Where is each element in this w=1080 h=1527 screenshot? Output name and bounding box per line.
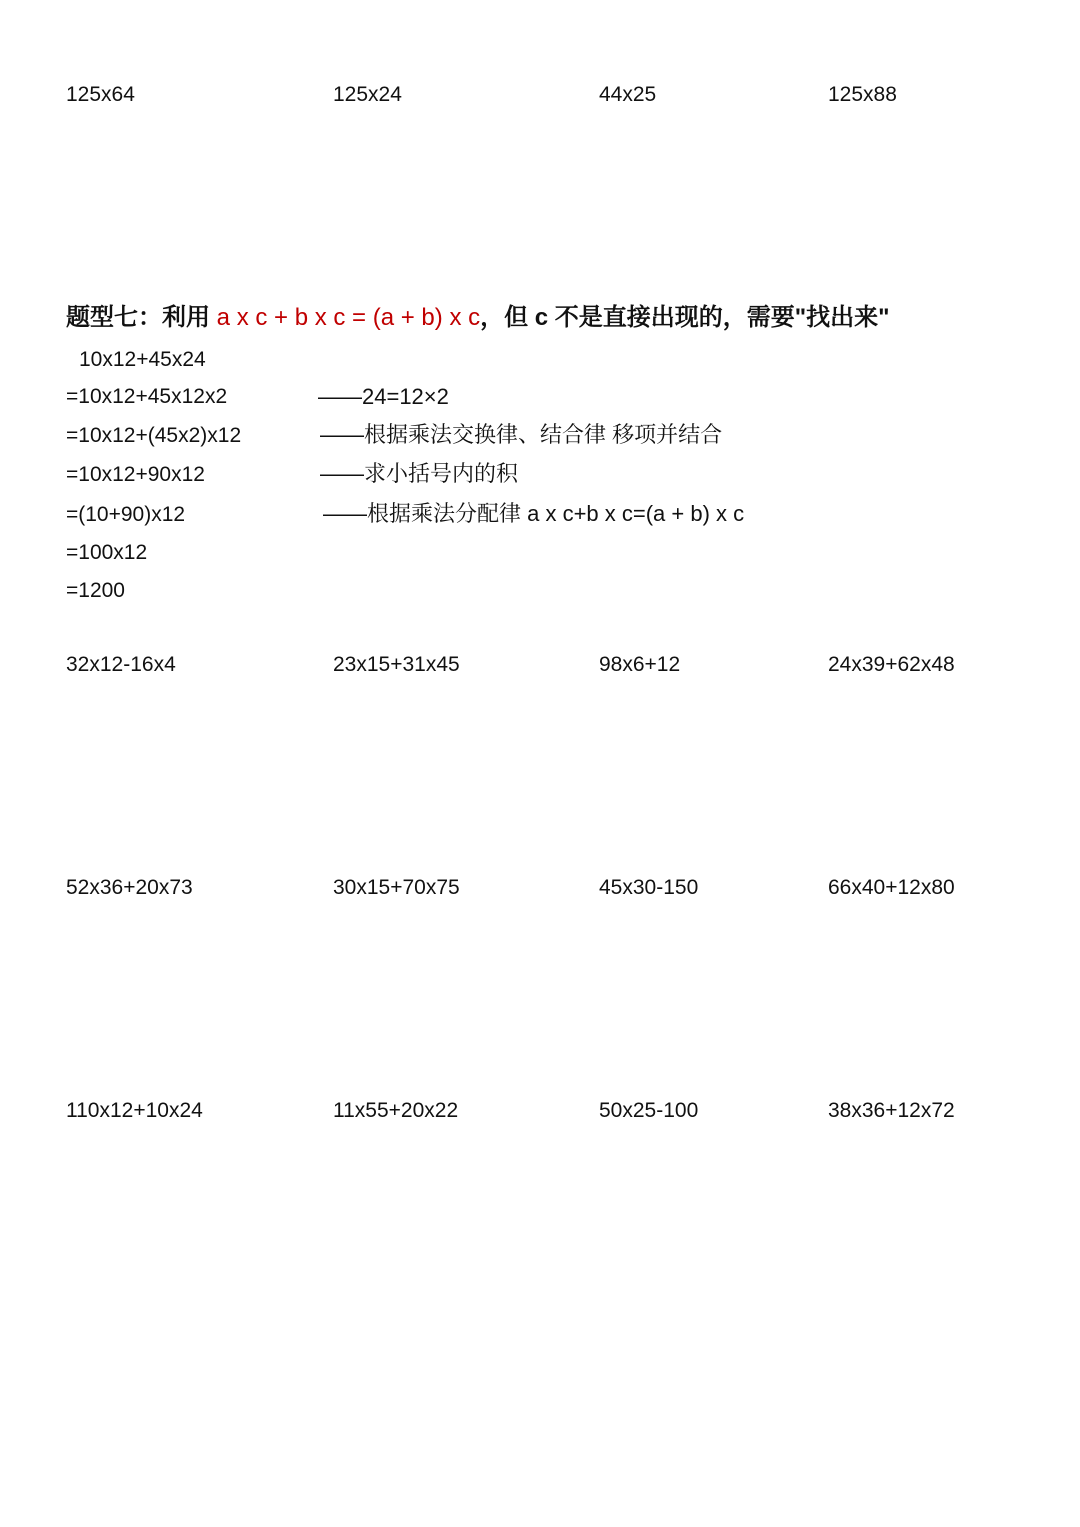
example-note-2: ——根据乘法交换律、结合律 移项并结合	[320, 422, 723, 447]
example-step-7: =1200	[66, 579, 125, 602]
exercise-r2-c1: 52x36+20x73	[66, 876, 193, 899]
example-note-3: ——求小括号内的积	[320, 461, 519, 486]
top-exercise-1: 125x64	[66, 83, 135, 106]
example-note-4: ——根据乘法分配律 a x c+b x c=(a + b) x c	[323, 501, 745, 526]
example-step-3: =10x12+(45x2)x12	[66, 424, 242, 447]
heading-prefix: 题型七：利用	[66, 304, 217, 331]
example-step-4: =10x12+90x12	[66, 463, 205, 486]
heading-suffix: ，但 c 不是直接出现的，需要"找出来"	[480, 304, 890, 331]
example-step-5: =(10+90)x12	[66, 503, 186, 526]
exercise-r3-c1: 110x12+10x24	[66, 1099, 203, 1122]
exercise-r1-c2: 23x15+31x45	[333, 653, 460, 676]
exercise-r3-c3: 50x25-100	[599, 1099, 699, 1122]
example-note-1: ——24=12×2	[318, 384, 449, 409]
top-exercise-4: 125x88	[828, 83, 897, 106]
example-step-2: =10x12+45x12x2	[66, 385, 228, 408]
exercise-r2-c3: 45x30-150	[599, 876, 699, 899]
top-exercise-2: 125x24	[333, 83, 402, 106]
exercise-r2-c4: 66x40+12x80	[828, 876, 955, 899]
exercise-r1-c1: 32x12-16x4	[66, 653, 176, 676]
example-step-1: 10x12+45x24	[79, 348, 206, 371]
top-exercise-3: 44x25	[599, 83, 657, 106]
exercise-r3-c4: 38x36+12x72	[828, 1099, 955, 1122]
example-step-6: =100x12	[66, 541, 148, 564]
exercise-r2-c2: 30x15+70x75	[333, 876, 460, 899]
exercise-r3-c2: 11x55+20x22	[333, 1099, 459, 1122]
heading-formula: a x c + b x c = (a + b) x c	[216, 304, 481, 331]
exercise-r1-c3: 98x6+12	[599, 653, 681, 676]
section-heading	[66, 306, 890, 330]
exercise-r1-c4: 24x39+62x48	[828, 653, 955, 676]
